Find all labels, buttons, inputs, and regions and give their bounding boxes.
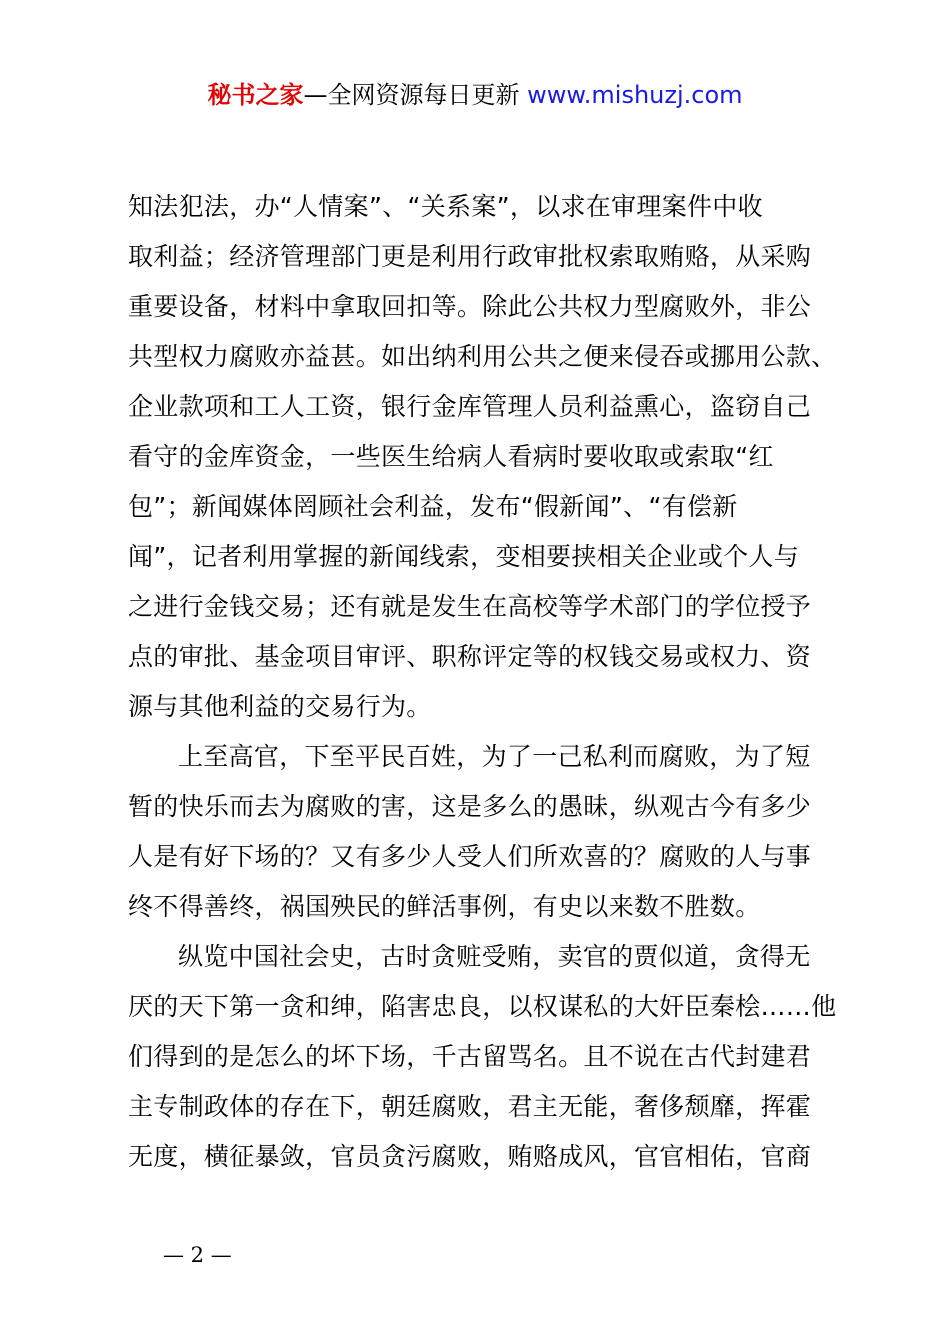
text-line: 重要设备，材料中拿取回扣等。除此公共权力型腐败外，非公: [128, 292, 812, 321]
text-line: 看守的金库资金，一些医生给病人看病时要收取或索取“红: [128, 442, 774, 471]
text-line: 包”；新闻媒体罔顾社会利益，发布“假新闻”、“有偿新: [128, 492, 738, 521]
site-tagline: —全网资源每日更新: [303, 81, 528, 109]
text-line: 企业款项和工人工资，银行金库管理人员利益熏心，盗窃自己: [128, 392, 812, 421]
site-url-link[interactable]: www.mishuzj.com: [527, 81, 743, 109]
text-line: 共型权力腐败亦益甚。如出纳利用公共之便来侵吞或挪用公款、: [128, 342, 837, 371]
document-body: [128, 182, 840, 1182]
paragraph-3: [128, 932, 840, 1182]
text-line: 点的审批、基金项目审评、职称评定等的权钱交易或权力、资: [128, 642, 812, 671]
paragraph-2: [128, 732, 840, 932]
text-line: 上至高官，下至平民百姓，为了一己私利而腐败，为了短: [178, 742, 811, 771]
text-line: 暂的快乐而去为腐败的害，这是多么的愚昧，纵观古今有多少: [128, 792, 812, 821]
text-line: 主专制政体的存在下，朝廷腐败，君主无能，奢侈颓靡，挥霍: [128, 1092, 812, 1121]
page-number: — 2 —: [163, 1243, 232, 1267]
text-line: 源与其他利益的交易行为。: [128, 692, 432, 721]
paragraph-1: [128, 182, 840, 732]
site-header: [0, 78, 950, 112]
text-line: 无度，横征暴敛，官员贪污腐败，贿赂成风，官官相佑，官商: [128, 1142, 812, 1171]
text-line: 闻”，记者利用掌握的新闻线索，变相要挟相关企业或个人与: [128, 542, 800, 571]
site-brand: 秘书之家: [207, 81, 304, 109]
text-line: 终不得善终，祸国殃民的鲜活事例，有史以来数不胜数。: [128, 892, 761, 921]
text-line: 们得到的是怎么的坏下场，千古留骂名。且不说在古代封建君: [128, 1042, 812, 1071]
text-line: 取利益；经济管理部门更是利用行政审批权索取贿赂，从采购: [128, 242, 812, 271]
text-line: 纵览中国社会史，古时贪赃受贿，卖官的贾似道，贪得无: [178, 942, 811, 971]
text-line: 人是有好下场的？又有多少人受人们所欢喜的？腐败的人与事: [128, 842, 812, 871]
text-line: 之进行金钱交易；还有就是发生在高校等学术部门的学位授予: [128, 592, 812, 621]
text-line: 厌的天下第一贪和绅，陷害忠良，以权谋私的大奸臣秦桧……他: [128, 992, 837, 1021]
text-line: 知法犯法，办“人情案”、“关系案”，以求在审理案件中收: [128, 192, 763, 221]
